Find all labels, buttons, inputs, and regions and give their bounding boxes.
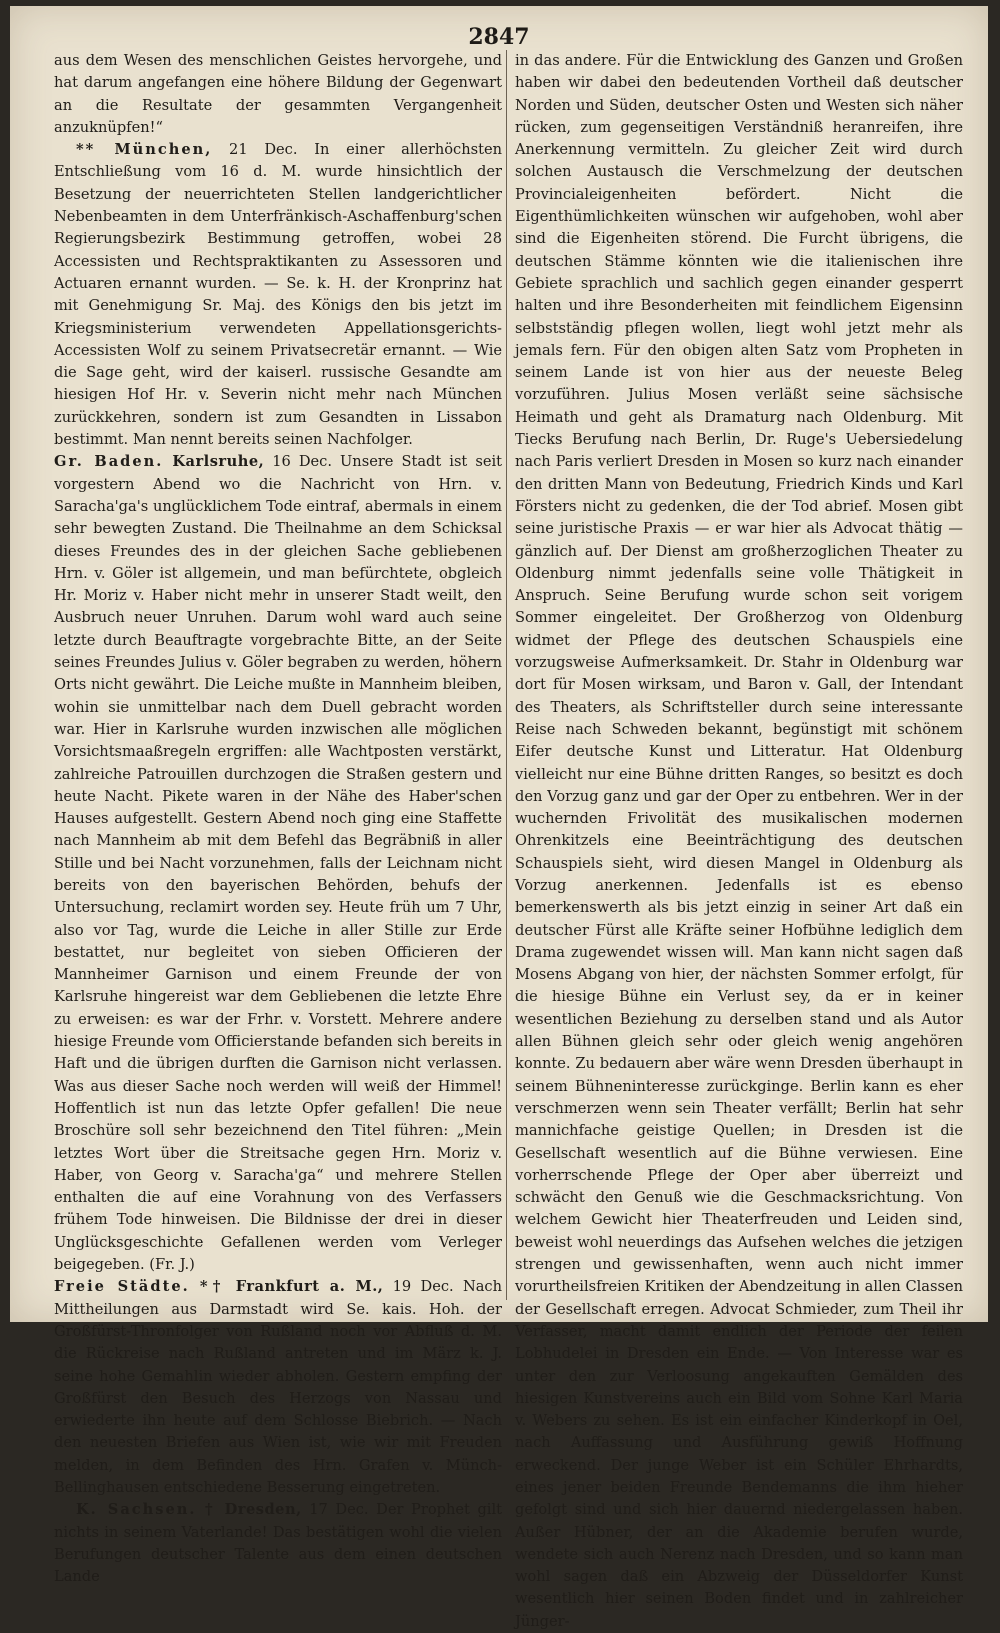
- newspaper-page: [10, 6, 988, 1630]
- article-paragraph: [515, 50, 963, 1633]
- paragraph-text: 16 Dec. Unsere Stadt ist seit vorgestern Abend wo die Nachricht von Hrn. v. Saracha'ga's unglücklichem Tode eintraf, abermals in einem sehr bewegten Zustand. Die Theilnahme an dem Schicksal dieses Freundes des in der gleichen Sache gebliebenen Hrn. v. Göler ist allgemein, und man befürchtete, obgleich Hr. Moriz v. Haber nicht mehr in unserer Stadt weilt, den Ausbruch neuer Unruhen. Darum wohl ward auch seine letzte durch Beauftragte vorgebrachte Bitte, an der Seite seines Freundes Julius v. Göler begraben zu werden, höhern Orts nicht gewährt. Die Leiche mußte in Mannheim bleiben, wohin sie unmittelbar nach dem Duell gebracht worden war. Hier in Karlsruhe wurden inzwischen alle möglichen Vorsichtsmaaßregeln ergriffen: alle Wachtposten verstärkt, zahlreiche Patrouillen durchzogen die Straßen gestern und heute Nacht. Pikete waren in der Nähe des Haber'schen Hauses aufgestellt. Gestern Abend noch ging eine Staffette nach Mannheim ab mit dem Befehl das Begräbniß in aller Stille und bei Nacht vorzunehmen, falls der Leichnam nicht bereits von den bayerischen Behörden, behufs der Untersuchung, reclamirt worden sey. Heute früh um 7 Uhr, also vor Tag, wurde die Leiche in aller Stille zur Erde bestattet, nur begleitet von sieben Officieren der Mannheimer Garnison und einem Freunde der von Karlsruhe hingereist war dem Gebliebenen die letzte Ehre zu erweisen: es war der Frhr. v. Vorstett. Mehrere andere hiesige Freunde vom Officierstande befanden sich bereits in Haft und die übrigen durften die Garnison nicht verlassen. Was aus dieser Sache noch werden will weiß der Himmel! Hoffentlich ist nun das letzte Opfer gefallen! Die neue Broschüre soll sehr bezeichnend den Titel führen: „Mein letztes Wort über die Streitsache gegen Hrn. Moriz v. Haber, von Georg v. Saracha'ga“ und mehrere Stellen enthalten die auf eine Vorahnung von des Verfassers frühem Tode hinweisen. Die Bildnisse der drei in dieser Unglücksgeschichte Gefallenen werden vom Verleger beigegeben. (Fr. J.): [54, 453, 502, 1274]
- paragraph-text: 21 Dec. In einer allerhöchsten Entschließung vom 16 d. M. wurde hinsichtlich der Besetzung der neuerrichteten Stellen landgerichtlicher Nebenbeamten in dem Unterfränkisch-Aschaffenburg'schen Regierungsbezirk Bestimmung getroffen, wobei 28 Accessisten und Rechtspraktikanten zu Assessoren und Actuaren ernannt wurden. — Se. k. H. der Kronprinz hat mit Genehmigung Sr. Maj. des Königs den bis jetzt im Kriegsministerium verwendeten Appellationsgerichts-Accessisten Wolf zu seinem Privatsecretär ernannt. — Wie die Sage geht, wird der kaiserl. russische Gesandte am hiesigen Hof Hr. v. Severin nicht mehr nach München zurückkehren, sondern ist zum Gesandten in Lissabon bestimmt. Man nennt bereits seinen Nachfolger.: [54, 141, 502, 449]
- dateline-heading: K. Sachsen.: [76, 1501, 197, 1519]
- article-paragraph: [54, 1276, 502, 1499]
- left-column: [54, 50, 502, 1588]
- dateline-place: *† Frankfurt a. M.,: [189, 1278, 384, 1296]
- article-paragraph: [54, 451, 502, 1276]
- paragraph-text: 17 Dec. Der Prophet gilt nichts in seinem Vaterlande! Das bestätigen wohl die vielen Berufungen deutscher Talente aus dem einen deutschen Lande: [54, 1501, 502, 1586]
- dateline-place: † Dresden,: [196, 1501, 302, 1519]
- dateline-heading: Freie Städte.: [54, 1278, 190, 1296]
- article-paragraph: [54, 1499, 502, 1588]
- page-number: 2847: [468, 24, 530, 50]
- paragraph-text: in das andere. Für die Entwicklung des Ganzen und Großen haben wir dabei den bedeutenden Vortheil daß deutscher Norden und Süden, deutscher Osten und Westen sich näher rücken, zum gegenseitigen Verständniß heranreifen, ihre Anerkennung vermitteln. Zu gleicher Zeit wird durch solchen Austausch die Verschmelzung der deutschen Provincialeigenheiten befördert. Nicht die Eigenthümlichkeiten wünschen wir aufgehoben, wohl aber sind die Eigenheiten störend. Die Furcht übrigens, die deutschen Stämme könnten wie die italienischen ihre Gebiete sprachlich und sachlich gegen einander gesperrt halten und ihre Besonderheiten mit feindlichem Eigensinn selbstständig pflegen wollen, liegt wohl jetzt mehr als jemals fern. Für den obigen alten Satz vom Propheten in seinem Lande ist von hier aus der neueste Beleg vorzuführen. Julius Mosen verläßt seine sächsische Heimath und geht als Dramaturg nach Oldenburg. Mit Tiecks Berufung nach Berlin, Dr. Ruge's Uebersiedelung nach Paris verliert Dresden in Mosen so kurz nach einander den dritten Mann von Bedeutung, Friedrich Kinds und Karl Försters nicht zu gedenken, die der Tod abrief. Mosen gibt seine juristische Praxis — er war hier als Advocat thätig — gänzlich auf. Der Dienst am großherzoglichen Theater zu Oldenburg nimmt jedenfalls seine volle Thätigkeit in Anspruch. Seine Berufung wurde schon seit vorigem Sommer eingeleitet. Der Großherzog von Oldenburg widmet der Pflege des deutschen Schauspiels eine vorzugsweise Aufmerksamkeit. Dr. Stahr in Oldenburg war dort für Mosen wirksam, und Baron v. Gall, der Intendant des Theaters, als Schriftsteller durch seine interessante Reise nach Schweden bekannt, begünstigt mit schönem Eifer deutsche Kunst und Litteratur. Hat Oldenburg vielleicht nur eine Bühne dritten Ranges, so besitzt es doch den Vorzug ganz und gar der Oper zu entbehren. Wer in der wuchernden Frivolität des musikalischen modernen Ohrenkitzels eine Beeinträchtigung des deutschen Schauspiels sieht, wird diesen Mangel in Oldenburg als Vorzug anerkennen. Jedenfalls ist es ebenso bemerkenswerth als bis jetzt einzig in seiner Art daß ein deutscher Fürst alle Kräfte seiner Hofbühne lediglich dem Drama zugewendet wissen will. Man kann nicht sagen daß Mosens Abgang von hier, der nächsten Sommer erfolgt, für die hiesige Bühne ein Verlust sey, da er in keiner wesentlichen Beziehung zu derselben stand und als Autor allen Bühnen gleich sehr oder gleich wenig angehören konnte. Zu bedauern aber wäre wenn Dresden überhaupt in seinem Bühneninteresse zurückginge. Berlin kann es eher verschmerzen wenn sein Theater verfällt; Berlin hat sehr mannichfache geistige Quellen; in Dresden ist die Gesellschaft wesentlich auf die Bühne verwiesen. Eine vorherrschende Pflege der Oper aber überreizt und schwächt den Genuß wie die Geschmacksrichtung. Von welchem Gewicht hier Theaterfreuden und Leiden sind, beweist wohl neuerdings das Aufsehen welches die jetzigen strengen und gewissenhaften, wenn auch nicht immer vorurtheilsfreien Kritiken der Abendzeitung in allen Classen der Gesellschaft erregen. Advocat Schmieder, zum Theil ihr Verfasser, macht damit endlich der Periode der feilen Lobhudelei in Dresden ein Ende. — Von Interesse war es unter den zur Verloosung angekauften Gemälden des hiesigen Kunstvereins auch ein Bild vom Sohne Karl Maria v. Webers zu sehen. Es ist ein einfacher Kinderkopf in Oel, nach Auffassung und Ausführung gewiß Hoffnung erweckend. Der junge Weber ist ein Schüler Ehrhardts, eines jener beiden Freunde Bendemanns die ihm hieher gefolgt sind und sich hier dauernd niedergelassen haben. Außer Hübner, der an die Akademie berufen wurde, wendete sich auch Nerenz nach Dresden, und so kann man wohl sagen daß ein Abzweig der Düsseldorfer Kunst wesentlich hier seinen Boden findet und in zahlreicher Jünger-: [515, 52, 963, 1630]
- column-divider: [506, 50, 507, 1300]
- article-paragraph: [54, 50, 502, 139]
- right-column: [515, 50, 963, 1633]
- dateline-heading: ** München,: [76, 141, 213, 159]
- dateline-place: Karlsruhe,: [163, 453, 265, 471]
- paragraph-text: 19 Dec. Nach Mittheilungen aus Darmstadt wird Se. kais. Hoh. der Großfürst-Thronfolger von Rußland noch vor Abfluß d. M. die Rückreise nach Rußland antreten und im März k. J. seine hohe Gemahlin wieder abholen. Gestern empfing der Großfürst den Besuch des Herzogs von Nassau und erwiederte ihn heute auf dem Schlosse Biebrich. — Nach den neuesten Briefen aus Wien ist, wie wir mit Freuden melden, in dem Befinden des Hrn. Grafen v. Münch-Bellinghausen entschiedene Besserung eingetreten.: [54, 1278, 502, 1496]
- article-paragraph: [54, 139, 502, 451]
- dateline-heading: Gr. Baden.: [54, 453, 164, 471]
- paragraph-text: aus dem Wesen des menschlichen Geistes hervorgehe, und hat darum angefangen eine höhere Bildung der Gegenwart an die Resultate der gesammten Vergangenheit anzuknüpfen!“: [54, 52, 502, 136]
